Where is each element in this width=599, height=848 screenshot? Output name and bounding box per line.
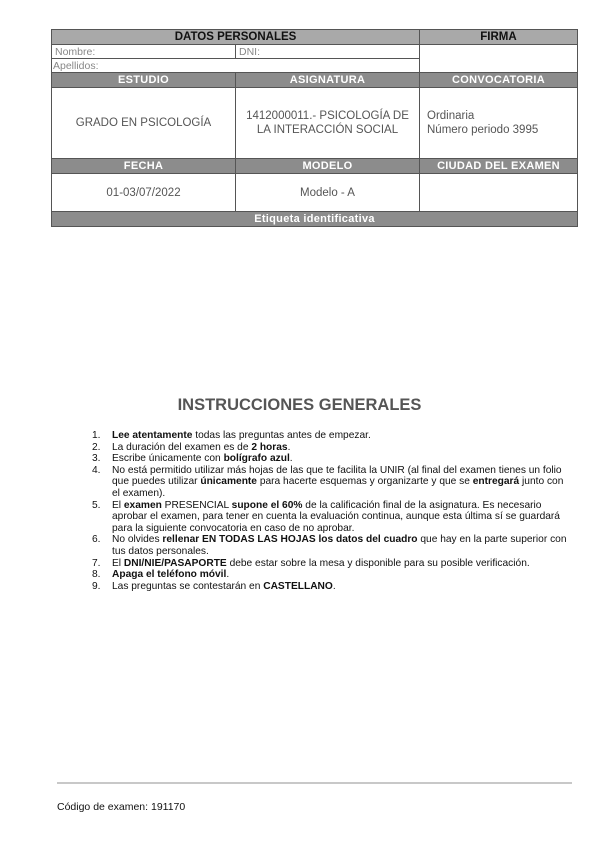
instruction-text: que hay en la parte superior con tus datos personales. xyxy=(112,534,567,557)
instruction-item xyxy=(92,430,572,442)
datos-personales-header: DATOS PERSONALES xyxy=(52,30,420,45)
instruction-text: PRESENCIAL xyxy=(161,499,232,511)
etiqueta-identificativa: Etiqueta identificativa xyxy=(52,212,578,227)
modelo-value: Modelo - A xyxy=(236,174,420,212)
instruction-number: 7. xyxy=(92,557,101,569)
instruction-item xyxy=(92,534,572,557)
instruction-text: . xyxy=(226,569,230,581)
instruction-emphasis: Apaga el teléfono móvil xyxy=(112,569,227,581)
asignatura-header: ASIGNATURA xyxy=(236,73,420,88)
instruction-text: . xyxy=(332,580,336,592)
instruction-item xyxy=(92,465,572,500)
estudio-value: GRADO EN PSICOLOGÍA xyxy=(52,88,236,159)
instructions-list xyxy=(92,430,572,592)
convocatoria-period: Número periodo 3995 xyxy=(427,124,539,136)
modelo-header: MODELO xyxy=(236,159,420,174)
instruction-text: Las preguntas se contestarán en xyxy=(112,580,264,592)
instruction-item xyxy=(92,558,572,570)
instruction-emphasis: Lee atentamente xyxy=(112,430,193,441)
instructions-title: INSTRUCCIONES GENERALES xyxy=(177,396,422,414)
instruction-text: Escribe únicamente con xyxy=(112,453,224,465)
instruction-text: de la calificación final de la asignatura. Es necesario aprobar el examen, para tener en cuenta la evaluación continua, aunque esta última sí se guardará para la siguiente convocatoria en caso de no aprobar. xyxy=(112,499,560,534)
convocatoria-header: CONVOCATORIA xyxy=(420,73,578,88)
apellidos-field[interactable] xyxy=(52,59,420,73)
instruction-item xyxy=(92,500,572,535)
footer-divider xyxy=(57,782,572,784)
fecha-header: FECHA xyxy=(52,159,236,174)
instruction-number: 6. xyxy=(92,534,101,546)
dni-field[interactable] xyxy=(236,45,420,59)
instruction-emphasis: 2 horas xyxy=(251,441,288,453)
instruction-text: . xyxy=(287,441,291,453)
instruction-text: El xyxy=(112,499,124,511)
instruction-text: junto con el examen). xyxy=(112,476,564,499)
exam-code: Código de examen: 191170 xyxy=(57,801,186,813)
instruction-emphasis: CASTELLANO xyxy=(263,580,333,592)
instruction-text: . xyxy=(289,453,293,465)
instruction-text: No está permitido utilizar más hojas de las que te facilita la UNIR (al final del examen tienes un folio que puedes utilizar xyxy=(112,464,562,488)
fecha-value: 01-03/07/2022 xyxy=(52,174,236,212)
asignatura-value: 1412000011.- PSICOLOGÍA DE LA INTERACCIÓN SOCIAL xyxy=(236,88,420,159)
instruction-emphasis: DNI/NIE/PASAPORTE xyxy=(123,557,227,569)
instruction-text: para hacerte esquemas y organizarte y que se xyxy=(256,476,473,488)
convocatoria-value xyxy=(420,88,578,159)
instruction-item xyxy=(92,581,572,593)
instruction-emphasis: únicamente xyxy=(200,476,257,488)
convocatoria-type: Ordinaria xyxy=(427,110,475,122)
instruction-text: La duración del examen es de xyxy=(112,441,252,453)
instruction-text: debe estar sobre la mesa y disponible para su posible verificación. xyxy=(226,557,530,569)
instruction-item xyxy=(92,453,572,465)
instruction-emphasis: supone el 60% xyxy=(231,499,303,511)
instruction-item xyxy=(92,442,572,454)
dni-label: DNI: xyxy=(239,45,260,58)
instruction-emphasis: examen xyxy=(123,499,162,511)
instruction-number: 5. xyxy=(92,499,101,511)
estudio-header: ESTUDIO xyxy=(52,73,236,88)
nombre-label: Nombre: xyxy=(55,45,96,58)
exam-header-table xyxy=(51,29,578,227)
instruction-text: No olvides xyxy=(112,534,163,546)
instruction-number: 2. xyxy=(92,441,101,453)
instruction-number: 9. xyxy=(92,580,101,592)
instruction-text: todas las preguntas antes de empezar. xyxy=(192,430,371,441)
instruction-text: El xyxy=(112,557,124,569)
instruction-emphasis: rellenar EN TODAS LAS HOJAS los datos del cuadro xyxy=(162,534,418,546)
instruction-item xyxy=(92,569,572,581)
instruction-emphasis: entregará xyxy=(472,476,520,488)
instruction-number: 4. xyxy=(92,464,101,476)
instruction-number: 3. xyxy=(92,453,101,465)
firma-box[interactable] xyxy=(420,45,578,73)
nombre-field[interactable] xyxy=(52,45,236,59)
firma-header: FIRMA xyxy=(420,30,578,45)
instruction-emphasis: bolígrafo azul xyxy=(223,453,290,465)
instruction-number: 1. xyxy=(92,430,101,441)
apellidos-label: Apellidos: xyxy=(53,59,99,72)
instruction-number: 8. xyxy=(92,569,101,581)
ciudad-field[interactable] xyxy=(420,174,578,212)
ciudad-header: CIUDAD DEL EXAMEN xyxy=(420,159,578,174)
